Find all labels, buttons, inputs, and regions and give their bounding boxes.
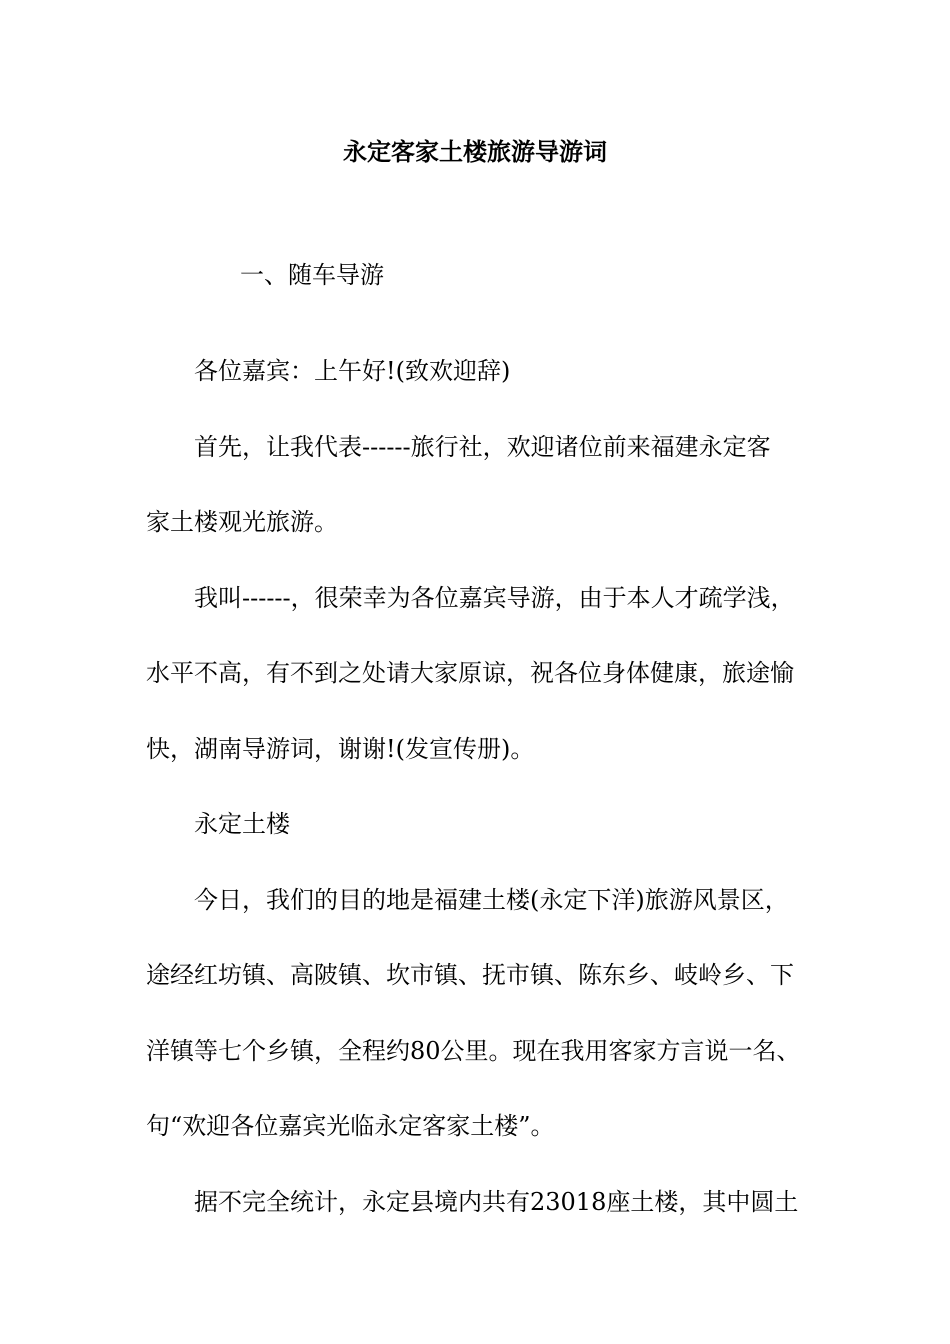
paragraph-welcome — [146, 410, 826, 561]
text-line: 永定土楼 — [194, 810, 290, 838]
text-line: 我叫------，很荣幸为各位嘉宾导游，由于本人才疏学浅， — [194, 583, 795, 612]
text-line: 首先，让我代表------旅行社，欢迎诸位前来福建永定客 — [194, 432, 771, 461]
paragraph-introduction — [146, 561, 826, 788]
text-line: 洋镇等七个乡镇，全程约80公里。现在我用客家方言说一名、 — [146, 1036, 801, 1065]
text-line: 据不完全统计，永定县境内共有23018座土楼，其中圆土 — [194, 1187, 799, 1216]
document-title: 永定客家土楼旅游导游词 — [343, 137, 607, 166]
paragraph-subheading — [146, 787, 826, 863]
text-line: 快，湖南导游词，谢谢!(发宣传册)。 — [146, 734, 535, 763]
section-heading: 一、随车导游 — [240, 261, 384, 289]
paragraph-itinerary — [146, 863, 826, 1165]
text-line: 家土楼观光旅游。 — [146, 508, 338, 536]
text-line: 各位嘉宾：上午好!(致欢迎辞) — [194, 357, 511, 385]
text-line: 途经红坊镇、高陂镇、坎市镇、抚市镇、陈东乡、岐岭乡、下 — [146, 961, 794, 989]
text-line: 句“欢迎各位嘉宾光临永定客家土楼”。 — [146, 1112, 555, 1140]
paragraph-statistics — [146, 1165, 826, 1241]
document-body — [146, 334, 826, 1240]
paragraph-greeting — [146, 334, 826, 410]
text-line: 今日，我们的目的地是福建土楼(永定下洋)旅游风景区， — [194, 885, 789, 914]
text-line: 水平不高，有不到之处请大家原谅，祝各位身体健康，旅途愉 — [146, 659, 794, 687]
